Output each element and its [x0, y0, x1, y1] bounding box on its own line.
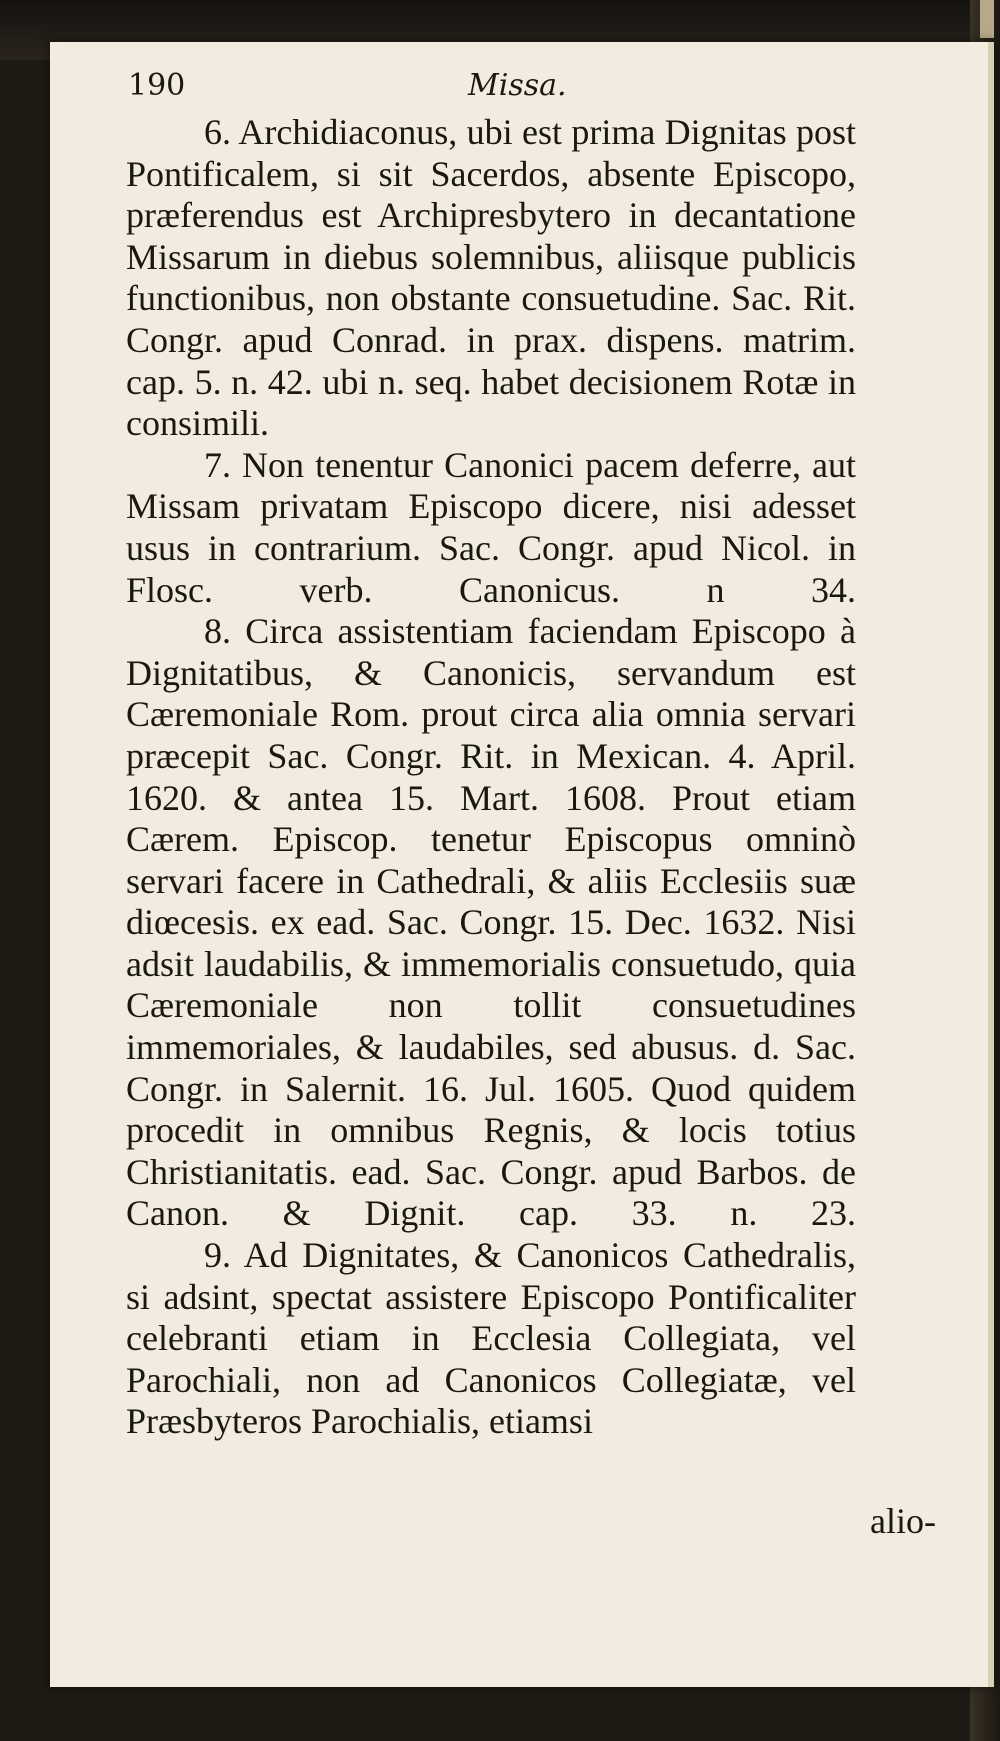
paragraph-6 [126, 112, 856, 445]
catchword: alio- [870, 1501, 936, 1541]
paragraph-text: Non tenentur Canonici pacem deferre, aut Missam privatam Episcopo dicere, nisi adesset usus in contrarium. Sac. Congr. apud Nicol. in Flosc. verb. Canonicus. n 34. [126, 444, 856, 610]
paragraph-text: Archidiaconus, ubi est prima Dignitas post Pontificalem, si sit Sacerdos, absente Episcopo, præferendus est Archipresbytero in decantatione Missarum in diebus solemnibus, aliisque publicis functionibus, non obstante consuetudine. Sac. Rit. Congr. apud Conrad. in prax. dispens. matrim. cap. 5. n. 42. ubi n. seq. habet decisionem Rotæ in consimili. [126, 112, 857, 444]
paragraph-number: 6. [204, 112, 231, 152]
paragraph-text: Circa assistentiam faciendam Episcopo à Dignitatibus, & Canonicis, servandum est Cæremoniale Rom. prout circa alia omnia servari præcepit Sac. Congr. Rit. in Mexican. 4. April. 1620. & antea 15. Mart. 1608. Prout etiam Cærem. Episcop. tenetur Episcopus omninò servari facere in Cathedrali, & aliis Ecclesiis suæ diœcesis. ex ead. Sac. Congr. 15. Dec. 1632. Nisi adsit laudabilis, & immemorialis consuetudo, quia Cæremoniale non tollit consuetudines immemoriales, & laudabiles, sed abusus. d. Sac. Congr. in Salernit. 16. Jul. 1605. Quod quidem procedit in omnibus Regnis, & locis totius Christianitatis. ead. Sac. Congr. apud Barbos. de Canon. & Dignit. cap. 33. n. 23. [126, 611, 856, 1234]
page-body [126, 112, 856, 1443]
paragraph-7 [126, 445, 856, 611]
running-title: Missa. [468, 68, 567, 103]
paragraph-text: Ad Dignitates, & Canonicos Cathedralis, si adsint, spectat assistere Episcopo Pontificaliter celebranti etiam in Ecclesia Collegiata, vel Parochiali, non ad Canonicos Collegiatæ, vel Præsbyteros Parochialis, etiamsi [126, 1235, 857, 1442]
paragraph-number: 7. [204, 444, 231, 485]
binding-strip [980, 0, 994, 38]
paragraph-number: 8. [204, 611, 231, 652]
paragraph-9 [126, 1235, 856, 1443]
page-number: 190 [128, 68, 186, 103]
paragraph-8 [126, 611, 856, 1235]
paragraph-number: 9. [204, 1235, 231, 1276]
